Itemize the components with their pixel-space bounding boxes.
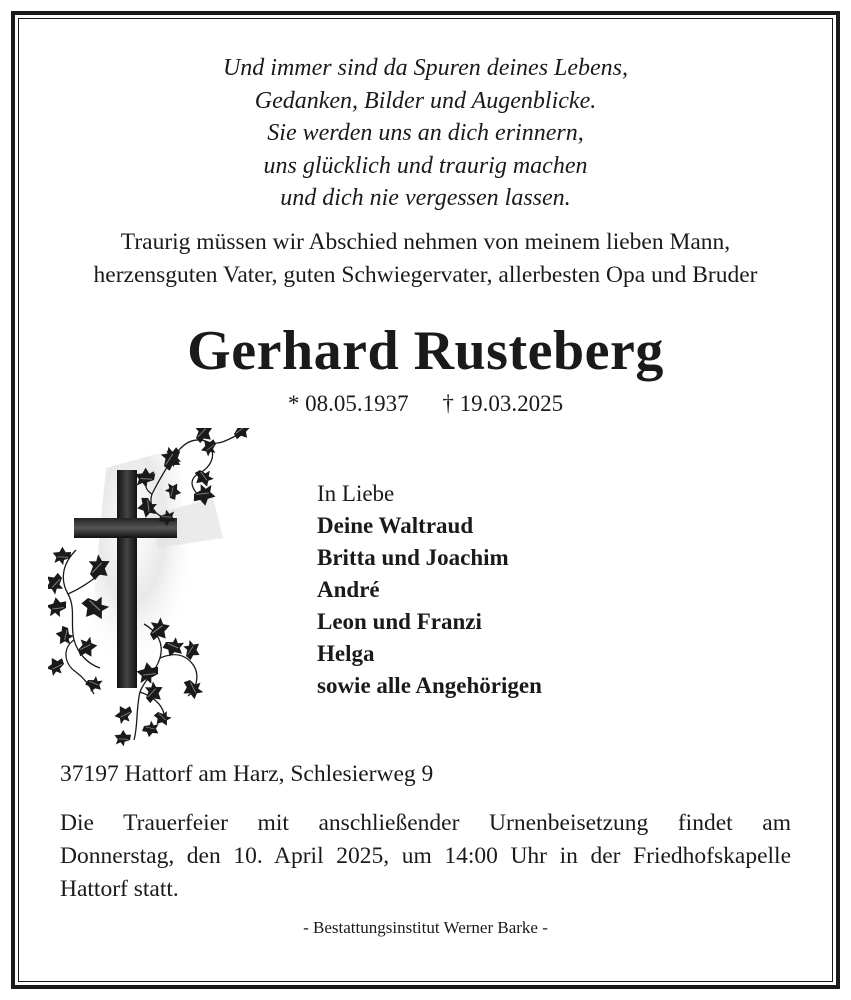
poem-line: Gedanken, Bilder und Augenblicke. bbox=[254, 87, 597, 114]
intro-line: Traurig müssen wir Abschied nehmen von meinem lieben Mann, bbox=[120, 229, 731, 255]
service-line: Hattorf statt. bbox=[60, 876, 179, 902]
intro-text bbox=[0, 226, 851, 291]
poem bbox=[0, 52, 851, 215]
service-info bbox=[60, 807, 791, 906]
undertaker-credit: - Bestattungsinstitut Werner Barke - bbox=[303, 918, 548, 937]
life-dates bbox=[0, 389, 851, 419]
poem-line: Sie werden uns an dich erinnern, bbox=[267, 120, 584, 146]
family-member: Helga bbox=[317, 641, 375, 666]
family-signatures bbox=[317, 478, 542, 702]
deceased-name: Gerhard Rusteberg bbox=[187, 320, 664, 382]
intro-line: herzensguten Vater, guten Schwiegervater, allerbesten Opa und Bruder bbox=[93, 261, 758, 288]
poem-line: uns glücklich und traurig machen bbox=[263, 152, 588, 179]
mourning-address: 37197 Hattorf am Harz, Schlesierweg 9 bbox=[60, 761, 434, 787]
service-line: Die Trauerfeier mit anschließender Urnenbeisetzung findet am bbox=[60, 810, 791, 836]
poem-line: Und immer sind da Spuren deines Lebens, bbox=[222, 55, 629, 81]
service-line: Donnerstag, den 10. April 2025, um 14:00 Uhr in der Friedhofskapelle bbox=[60, 843, 791, 869]
birth-date: * 08.05.1937 bbox=[287, 391, 409, 416]
cross-vertical-beam bbox=[117, 470, 137, 688]
family-member: sowie alle Angehörigen bbox=[317, 673, 542, 698]
death-date: † 19.03.2025 bbox=[442, 391, 564, 416]
family-member: Britta und Joachim bbox=[317, 545, 509, 570]
family-member: Deine Waltraud bbox=[317, 513, 474, 538]
family-opening: In Liebe bbox=[317, 481, 395, 506]
family-member: Leon und Franzi bbox=[317, 609, 482, 634]
poem-line: und dich nie vergessen lassen. bbox=[280, 185, 571, 211]
family-member: André bbox=[317, 577, 380, 602]
cross-with-ivy-icon bbox=[48, 428, 253, 750]
